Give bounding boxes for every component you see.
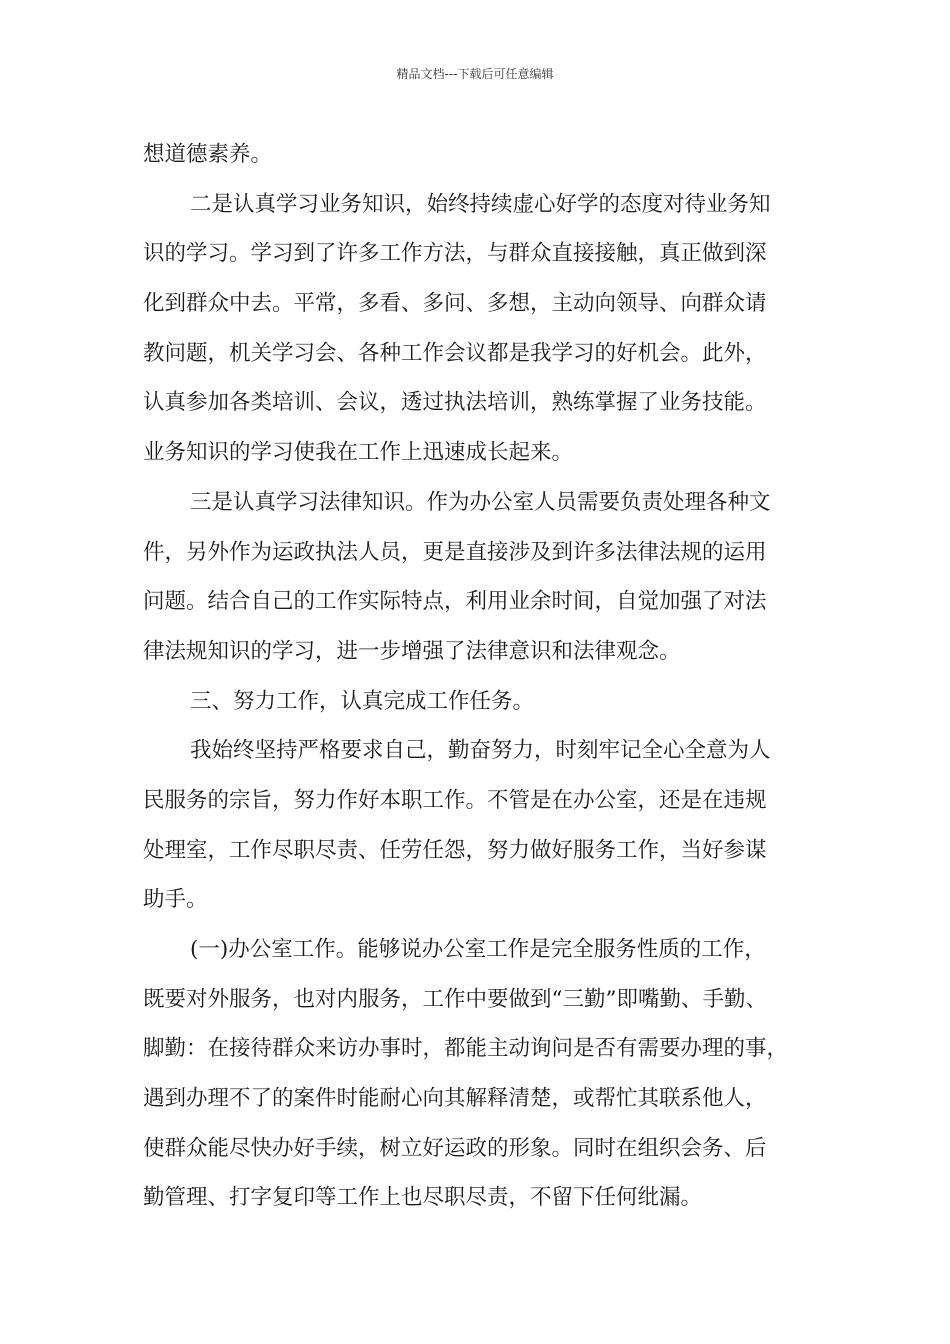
page-header: 精品文档---下载后可任意编辑 [396,67,554,81]
text-line: 遇到办理不了的案件时能耐心向其解释清楚，或帮忙其联系他人， [143,1086,767,1112]
text-line: 律法规知识的学习，进一步增强了法律意识和法律观念。 [143,638,681,664]
document-body [143,130,823,1223]
text-line: 教问题，机关学习会、各种工作会议都是我学习的好机会。此外， [143,340,767,366]
text-line: 使群众能尽快办好手续，树立好运政的形象。同时在组织会务、后 [143,1135,767,1161]
text-line: 二是认真学习业务知识，始终持续虚心好学的态度对待业务知 [190,191,771,217]
text-line: (一)办公室工作。能够说办公室工作是完全服务性质的工作， [190,937,766,962]
text-line: 业务知识的学习使我在工作上迅速成长起来。 [143,440,574,466]
text-line: 助手。 [143,887,208,913]
text-line: 勤管理、打字复印等工作上也尽职尽责，不留下任何纰漏。 [143,1185,703,1211]
text-line: 认真参加各类培训、会议，透过执法培训，熟练掌握了业务技能。 [143,390,767,416]
text-line: 想道德素养。 [143,142,273,167]
text-line: 问题。结合自己的工作实际特点，利用业余时间，自觉加强了对法 [143,589,767,615]
text-line: 民服务的宗旨，努力作好本职工作。不管是在办公室，还是在违规 [143,787,767,813]
text-line: 处理室，工作尽职尽责、任劳任怨，努力做好服务工作，当好参谋 [143,837,767,863]
text-line: 化到群众中去。平常，多看、多问、多想，主动向领导、向群众请 [143,291,767,317]
text-line: 脚勤：在接待群众来访办事时，都能主动询问是否有需要办理的事， [143,1036,789,1062]
text-line: 既要对外服务，也对内服务，工作中要做到“三勤”即嘴勤、手勤、 [143,986,767,1012]
section-heading: 三、努力工作，认真完成工作任务。 [190,688,535,714]
text-line: 识的学习。学习到了许多工作方法，与群众直接接触，真正做到深 [143,241,767,267]
text-line: 件，另外作为运政执法人员，更是直接涉及到许多法律法规的运用 [143,539,767,565]
text-line: 三是认真学习法律知识。作为办公室人员需要负责处理各种文 [190,489,771,515]
text-line: 我始终坚持严格要求自己，勤奋努力，时刻牢记全心全意为人 [190,738,771,764]
